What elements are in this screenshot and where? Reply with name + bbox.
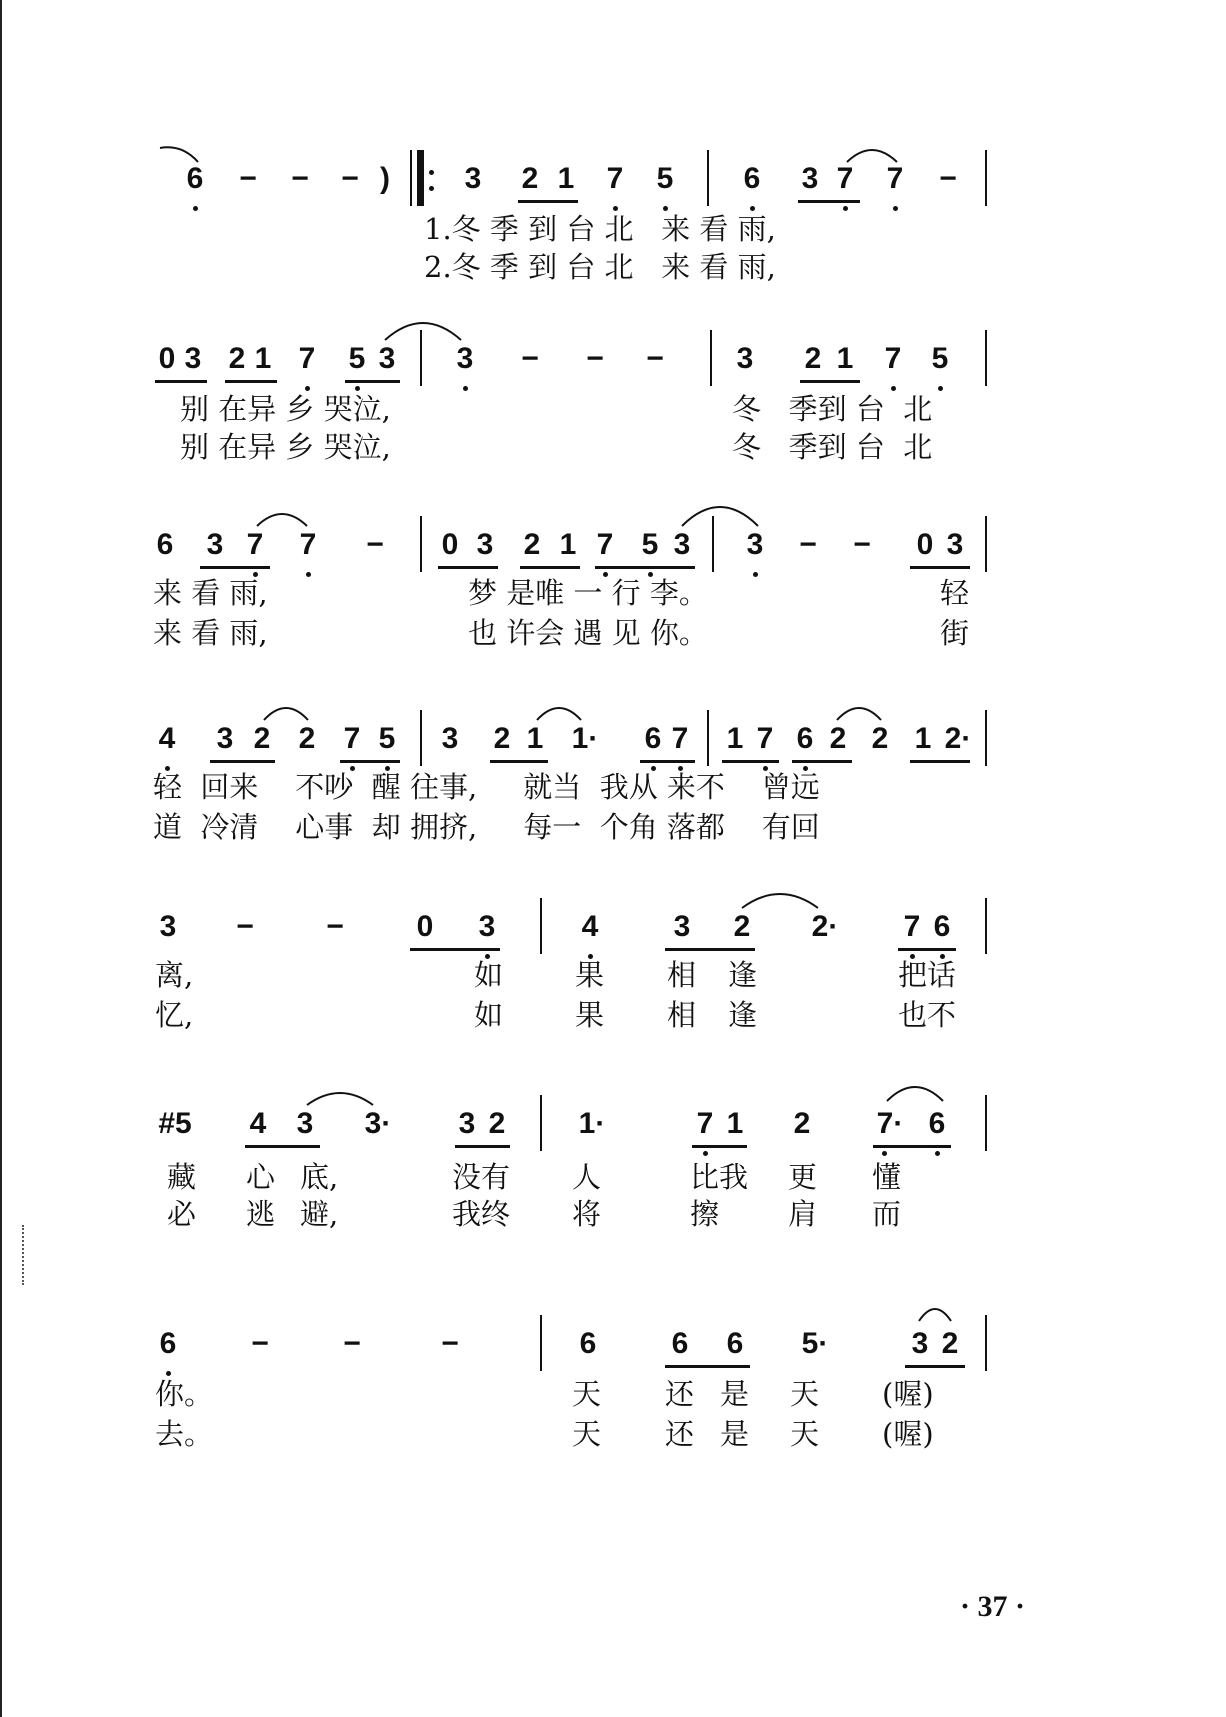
note: 6 [743, 162, 761, 195]
note: 5 [656, 162, 674, 195]
lyric-line: 没有 [452, 1160, 511, 1194]
barline [985, 898, 987, 954]
note: 3 [441, 722, 459, 755]
barline [985, 710, 987, 766]
lyric-line: 是 [720, 1417, 750, 1451]
lyric-line: 相 [667, 958, 697, 992]
barline [420, 330, 422, 386]
lyric-line: 1.冬 季 到 台 北 来 看 雨, [424, 212, 776, 246]
note: 6 [186, 162, 204, 195]
barline [540, 898, 542, 954]
note: 3 [464, 162, 482, 195]
note: 3 [456, 342, 474, 375]
note: 6 [726, 1327, 744, 1360]
note: 1 [836, 342, 854, 375]
note: 7 [298, 342, 316, 375]
note: 5 [931, 342, 949, 375]
note: 0 [441, 528, 459, 561]
note: 2 [298, 722, 316, 755]
dash: − [366, 528, 384, 561]
lyric-line: 我终 [452, 1197, 511, 1231]
repeat-barline [417, 150, 424, 206]
note: 4 [249, 1107, 267, 1140]
lyric-line: 还 [665, 1377, 695, 1411]
note: 6 [156, 528, 174, 561]
lyric-line: (喔) [882, 1417, 934, 1451]
note: 2 [941, 1327, 959, 1360]
note: 3· [364, 1107, 392, 1140]
lyric-line: 也 许会 遇 见 你。 [468, 616, 708, 650]
note: 2 [793, 1107, 811, 1140]
barline [707, 150, 709, 206]
note: 6 [579, 1327, 597, 1360]
note: 2 [253, 722, 271, 755]
note: 2 [871, 722, 889, 755]
barline [985, 1315, 987, 1371]
lyric-line: 果 [575, 998, 605, 1032]
note: 3 [296, 1107, 314, 1140]
note: 3 [736, 342, 754, 375]
barline [420, 516, 422, 572]
note: 1· [571, 722, 599, 755]
lyric-line: 如 [474, 958, 504, 992]
note: 3 [478, 910, 496, 943]
note: 2 [493, 722, 511, 755]
barline [410, 150, 412, 206]
dash: − [251, 1327, 269, 1360]
barline [540, 1315, 542, 1371]
lyric-line: 相 [667, 998, 697, 1032]
barline [985, 150, 987, 206]
lyric-line: 2.冬 季 到 台 北 来 看 雨, [424, 250, 776, 284]
lyric-line: 轻 回来 不吵 醒 往事, 就当 我从 来不 曾远 [153, 770, 820, 804]
note: #5 [158, 1107, 192, 1140]
note: 3 [206, 528, 224, 561]
note: 4 [581, 910, 599, 943]
dash: − [441, 1327, 459, 1360]
lyric-line: 忆, [155, 998, 194, 1032]
lyric-line: 擦 [690, 1197, 720, 1231]
dash: − [291, 162, 309, 195]
lyric-line: 还 [665, 1417, 695, 1451]
dash: − [646, 342, 664, 375]
dash: − [586, 342, 604, 375]
note: 7 [299, 528, 317, 561]
barline [707, 710, 709, 766]
dash: − [326, 910, 344, 943]
note: 1 [914, 722, 932, 755]
scan-mark [22, 1225, 30, 1285]
note: 6 [933, 910, 951, 943]
note: 2 [829, 722, 847, 755]
lyric-line: 藏 [167, 1160, 197, 1194]
note: 1 [726, 1107, 744, 1140]
note: 5 [378, 722, 396, 755]
note: 3 [159, 910, 177, 943]
lyric-line: 冬 季到 台 北 [732, 392, 933, 426]
barline [710, 330, 712, 386]
note: 7 [246, 528, 264, 561]
barline [420, 710, 422, 766]
note: 3 [911, 1327, 929, 1360]
note: 2 [804, 342, 822, 375]
note: 7 [756, 722, 774, 755]
lyric-line: 是 [720, 1377, 750, 1411]
note: 3 [673, 910, 691, 943]
note: 3 [746, 528, 764, 561]
note: 6 [644, 722, 662, 755]
note: 3 [476, 528, 494, 561]
dash: − [343, 1327, 361, 1360]
barline [540, 1095, 542, 1151]
note: 7 [671, 722, 689, 755]
note: 5 [348, 342, 366, 375]
lyric-line: 街 [940, 616, 970, 650]
note: 2 [228, 342, 246, 375]
note: 3 [458, 1107, 476, 1140]
lyric-line: 果 [575, 958, 605, 992]
lyric-line: 轻 [940, 576, 970, 610]
lyric-line: 必 [167, 1197, 197, 1231]
lyric-line: 天 [572, 1417, 602, 1451]
note: 1 [559, 528, 577, 561]
lyric-line: 而 [872, 1197, 902, 1231]
note: 4 [158, 722, 176, 755]
note: 3 [216, 722, 234, 755]
note: 3 [184, 342, 202, 375]
note: 3 [801, 162, 819, 195]
lyric-line: 来 看 雨, [153, 576, 268, 610]
note: 1 [726, 722, 744, 755]
note: 1 [557, 162, 575, 195]
lyric-line: 梦 是唯 一 行 李。 [468, 576, 708, 610]
note: 6 [671, 1327, 689, 1360]
lyric-line: 离, [155, 958, 194, 992]
lyric-line: 避, [300, 1197, 339, 1231]
lyric-line: 将 [572, 1197, 602, 1231]
lyric-line: 底, [300, 1160, 339, 1194]
lyric-line: 人 [572, 1160, 602, 1194]
note: 6 [159, 1327, 177, 1360]
lyric-line: 天 [572, 1377, 602, 1411]
lyric-line: 天 [790, 1417, 820, 1451]
note: 6 [928, 1107, 946, 1140]
dash: − [521, 342, 539, 375]
dash: − [939, 162, 957, 195]
note: 0 [416, 910, 434, 943]
dash: − [799, 528, 817, 561]
dash: − [236, 910, 254, 943]
lyric-line: 逢 [728, 958, 758, 992]
note: 7 [836, 162, 854, 195]
note: 0 [158, 342, 176, 375]
lyric-line: 懂 [872, 1160, 902, 1194]
dash: − [239, 162, 257, 195]
lyric-line: (喔) [882, 1377, 934, 1411]
lyric-line: 你。 [155, 1377, 214, 1411]
note: 7 [343, 722, 361, 755]
lyric-line: 别 在异 乡 哭泣, [180, 430, 391, 464]
dash: − [341, 162, 359, 195]
note: 7 [884, 342, 902, 375]
note: 7 [903, 910, 921, 943]
page-number: · 37 · [960, 1590, 1026, 1623]
lyric-line: 逃 [246, 1197, 276, 1231]
note: 5 [641, 528, 659, 561]
lyric-line: 肩 [788, 1197, 818, 1231]
barline [985, 516, 987, 572]
note: 3 [673, 528, 691, 561]
lyric-line: 把话 [898, 958, 957, 992]
lyric-line: 道 冷清 心事 却 拥挤, 每一 个角 落都 有回 [153, 810, 820, 844]
lyric-line: 逢 [728, 998, 758, 1032]
lyric-line: 比我 [690, 1160, 749, 1194]
note: 2 [488, 1107, 506, 1140]
page-left-border [0, 0, 2, 1717]
lyric-line: 来 看 雨, [153, 616, 268, 650]
lyric-line: 天 [790, 1377, 820, 1411]
note: 1 [254, 342, 272, 375]
lyric-line: 去。 [155, 1417, 214, 1451]
lyric-line: 也不 [898, 998, 957, 1032]
lyric-line: 别 在异 乡 哭泣, [180, 392, 391, 426]
note: 7· [876, 1107, 904, 1140]
lyric-line: 心 [246, 1160, 276, 1194]
note: 7 [606, 162, 624, 195]
note: 7 [886, 162, 904, 195]
note: 3 [946, 528, 964, 561]
note: 2 [523, 528, 541, 561]
note: 6 [796, 722, 814, 755]
close-paren: ) [380, 162, 390, 195]
note: 1 [526, 722, 544, 755]
note: 7 [596, 528, 614, 561]
note: 0 [916, 528, 934, 561]
note: 5· [801, 1327, 829, 1360]
note: 2 [521, 162, 539, 195]
note: 1· [578, 1107, 606, 1140]
lyric-line: 如 [474, 998, 504, 1032]
lyric-line: 冬 季到 台 北 [732, 430, 933, 464]
note: 2· [811, 910, 839, 943]
barline [712, 516, 714, 572]
note: 3 [378, 342, 396, 375]
note: 2 [733, 910, 751, 943]
lyric-line: 更 [788, 1160, 818, 1194]
barline [985, 1095, 987, 1151]
dash: − [853, 528, 871, 561]
barline [985, 330, 987, 386]
note: 2· [944, 722, 972, 755]
note: 7 [696, 1107, 714, 1140]
